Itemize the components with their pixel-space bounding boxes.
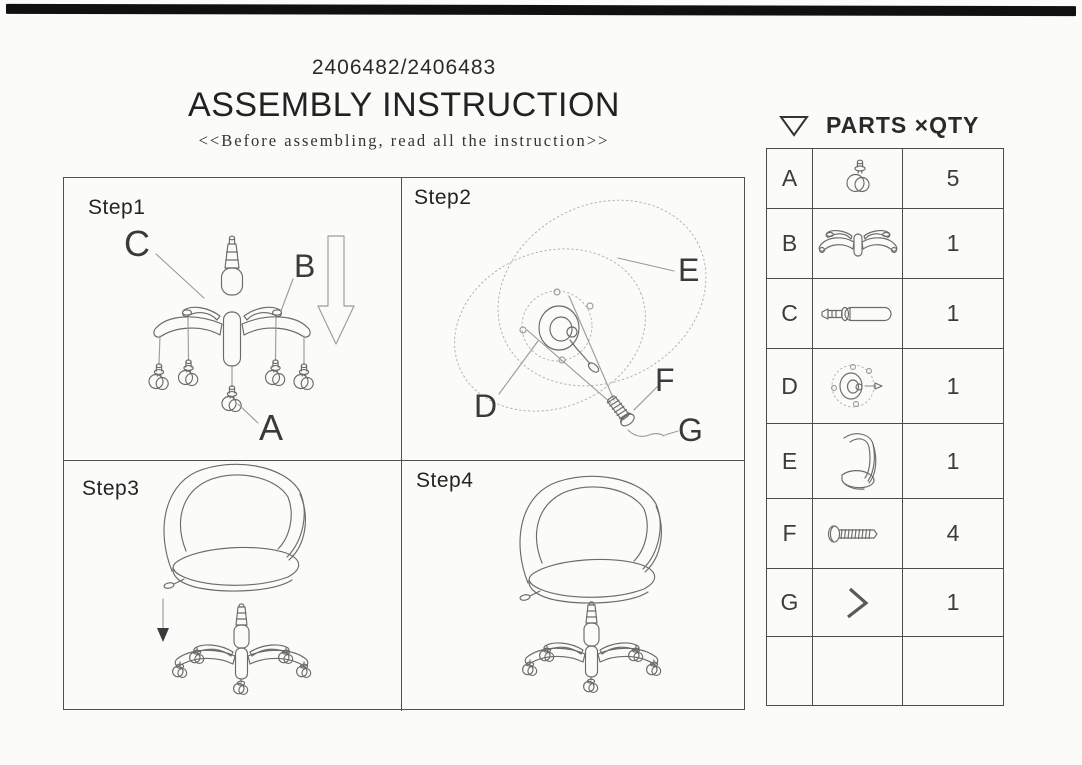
- step3-panel: [64, 461, 402, 711]
- part-icon-cell: [813, 149, 903, 209]
- step4-label: Step4: [416, 469, 474, 492]
- product-code: 2406482/2406483: [311, 56, 497, 79]
- part-icon-cell: [813, 349, 903, 424]
- steps-grid: [63, 177, 745, 710]
- page-subtitle: <<Before assembling, read all the instruction>>: [198, 131, 610, 150]
- part-qty: 5: [903, 149, 1003, 209]
- callout-a: A: [259, 407, 284, 448]
- part-letter: G: [767, 569, 813, 637]
- parts-heading: [778, 112, 979, 139]
- part-letter: B: [767, 209, 813, 279]
- callout-e: E: [678, 252, 700, 288]
- callout-c: C: [124, 223, 150, 264]
- part-letter: C: [767, 279, 813, 349]
- part-qty: 1: [903, 569, 1003, 637]
- page-title: ASSEMBLY INSTRUCTION: [188, 86, 620, 124]
- part-icon-cell: [813, 499, 903, 569]
- step2-label: Step2: [414, 186, 472, 209]
- part-icon-cell: [813, 569, 903, 637]
- step4-panel: [402, 461, 745, 711]
- part-letter: F: [767, 499, 813, 569]
- parts-qty-table: [766, 148, 1004, 706]
- callout-b: B: [294, 248, 316, 284]
- callout-f: F: [655, 362, 675, 398]
- gas-lift-cylinder-icon: [816, 300, 900, 328]
- part-icon-cell: [813, 279, 903, 349]
- part-icon-cell: [813, 424, 903, 499]
- star-base-icon: [816, 220, 900, 268]
- step2-panel: [402, 178, 745, 461]
- seat-mechanism-plate-icon: [825, 358, 891, 414]
- part-qty: 1: [903, 349, 1003, 424]
- part-letter: E: [767, 424, 813, 499]
- part-qty: 1: [903, 279, 1003, 349]
- parts-heading-label: PARTS ×QTY: [826, 112, 980, 138]
- part-letter: D: [767, 349, 813, 424]
- part-icon-cell: [813, 637, 903, 705]
- seat-shell-icon: [832, 429, 884, 493]
- part-qty: 4: [903, 499, 1003, 569]
- scan-artifact-bar: [6, 4, 1076, 16]
- part-qty: 1: [903, 424, 1003, 499]
- part-letter: [767, 637, 813, 705]
- part-qty: 1: [903, 209, 1003, 279]
- caster-wheel-icon: [831, 156, 885, 202]
- step1-label: Step1: [88, 196, 146, 219]
- allen-key-icon: [836, 583, 880, 623]
- triangle-down-icon: [778, 114, 810, 138]
- step1-panel: [64, 178, 402, 461]
- step1-diagram: [64, 178, 402, 461]
- step3-label: Step3: [82, 477, 140, 500]
- document-header: [63, 56, 745, 151]
- part-qty: [903, 637, 1003, 705]
- callout-g: G: [678, 412, 703, 448]
- callout-d: D: [474, 388, 498, 424]
- step4-diagram: [402, 461, 745, 711]
- part-letter: A: [767, 149, 813, 209]
- screw-icon: [822, 522, 894, 546]
- part-icon-cell: [813, 209, 903, 279]
